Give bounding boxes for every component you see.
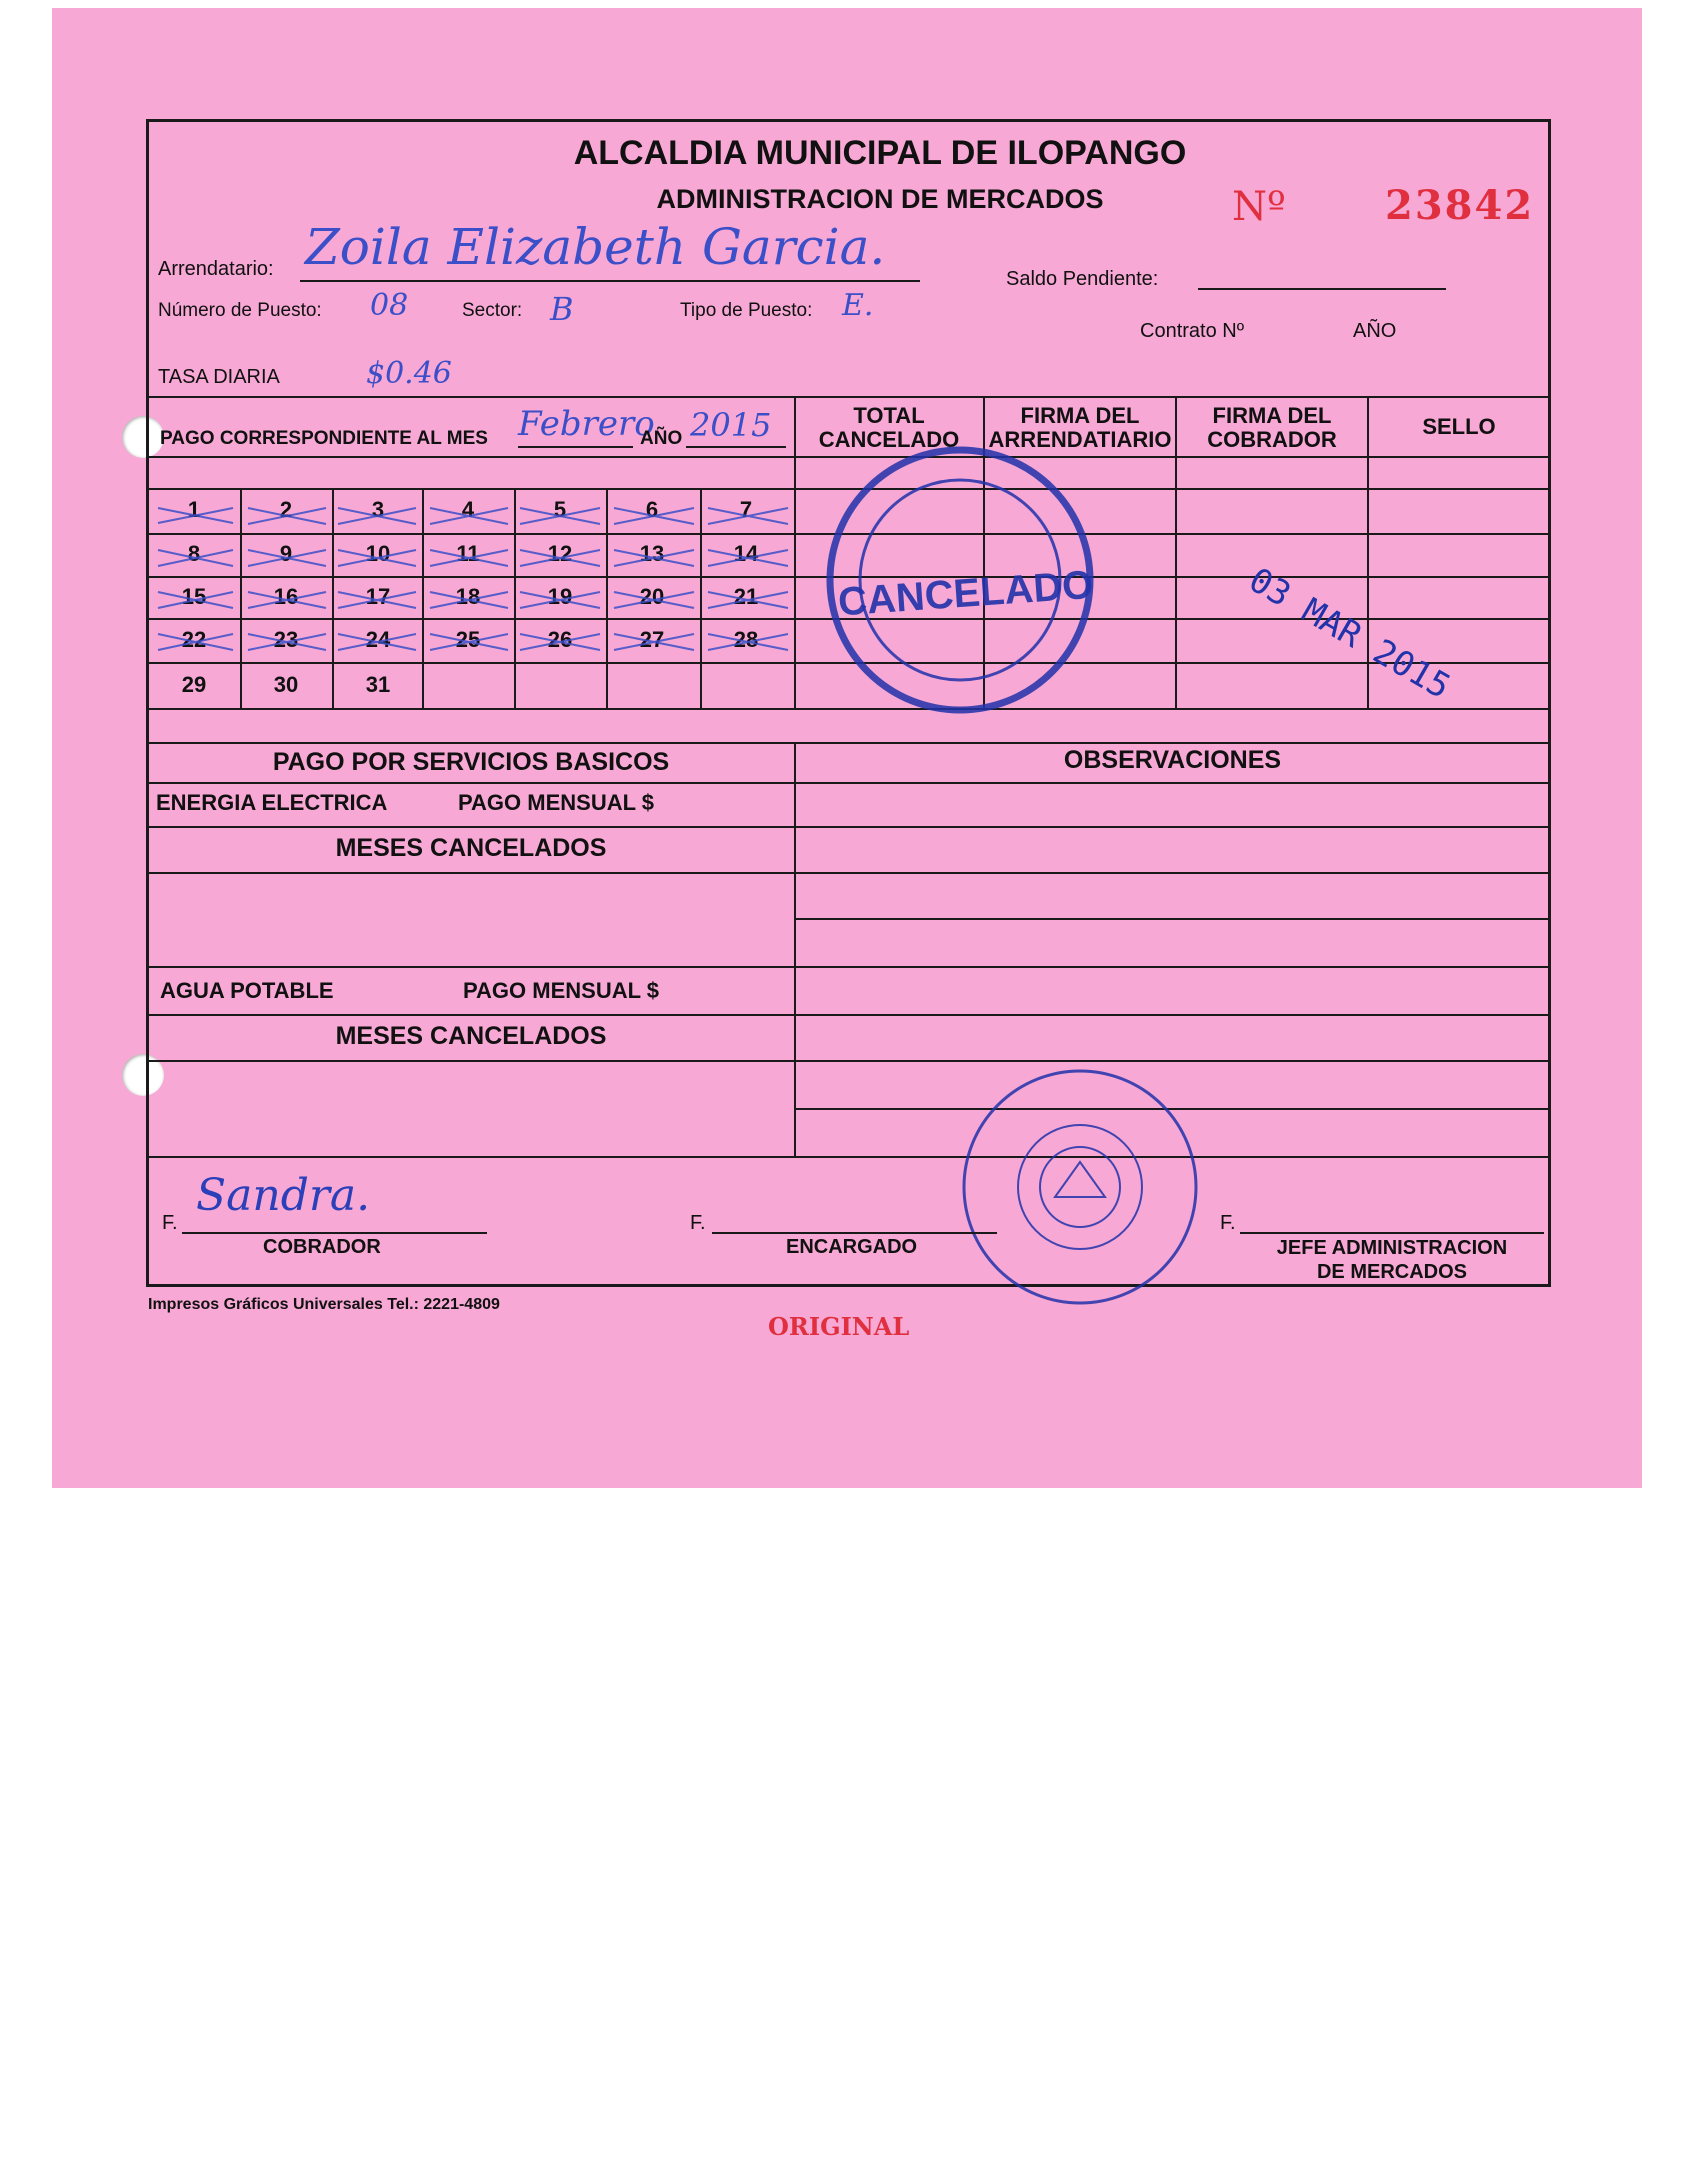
cobrador-label: COBRADOR <box>263 1236 381 1258</box>
sector-value: B <box>550 290 574 328</box>
day-3: 3 <box>371 497 385 522</box>
pago-mes-label: PAGO CORRESPONDIENTE AL MES <box>160 428 488 449</box>
day-22: 22 <box>181 627 207 652</box>
sello-label: SELLO <box>1422 414 1496 439</box>
energia-meses-label: MESES CANCELADOS <box>335 834 607 862</box>
pago-ano-value: 2015 <box>690 406 772 444</box>
day-13: 13 <box>639 541 665 566</box>
saldo-label: Saldo Pendiente: <box>1006 268 1159 290</box>
contrato-ano-label: AÑO <box>1353 320 1397 342</box>
energia-pago-label: PAGO MENSUAL $ <box>458 790 654 815</box>
services-line-3 <box>148 872 794 874</box>
pago-ano-label: AÑO <box>640 428 683 449</box>
pago-mes-value: Febrero <box>518 404 655 444</box>
arrendatario-label: Arrendatario: <box>158 258 274 280</box>
day-31: 31 <box>365 672 391 697</box>
tasa-value: $0.46 <box>366 356 452 391</box>
day-14: 14 <box>733 541 759 566</box>
ano-underline <box>686 446 786 448</box>
services-divider <box>794 742 796 1156</box>
day-crossouts <box>148 488 798 664</box>
contrato-label: Contrato Nº <box>1140 320 1245 342</box>
day-20: 20 <box>639 584 665 609</box>
encargado-label: ENCARGADO <box>786 1236 918 1258</box>
firma-arr-line-1: FIRMA DEL <box>1020 403 1140 428</box>
services-bottom-line <box>148 1156 1549 1158</box>
day-24: 24 <box>365 627 391 652</box>
printer-credit: Impresos Gráficos Universales Tel.: 2221-4809 <box>148 1296 500 1313</box>
mes-underline <box>518 446 633 448</box>
services-line-5 <box>148 1014 1549 1016</box>
jefe-sig-line <box>1240 1232 1544 1234</box>
day-29: 29 <box>181 672 207 697</box>
day-7: 7 <box>739 497 753 522</box>
original-mark: ORIGINAL <box>768 1312 910 1341</box>
day-12: 12 <box>547 541 573 566</box>
services-line-1 <box>148 782 1549 784</box>
tasa-label: TASA DIARIA <box>158 366 280 388</box>
firma-cobrador-label <box>1177 404 1367 452</box>
header-title: ALCALDIA MUNICIPAL DE ILOPANGO <box>573 134 1187 172</box>
agua-meses-label: MESES CANCELADOS <box>335 1022 607 1050</box>
table-top-line <box>148 396 1549 398</box>
day-10: 10 <box>365 541 391 566</box>
services-line-4 <box>148 966 1549 968</box>
tipo-value: E. <box>842 288 874 323</box>
obs-line-3 <box>794 872 1549 874</box>
receipt-number: 23842 <box>1385 182 1535 229</box>
sig-f2: F. <box>690 1212 706 1234</box>
day-18: 18 <box>455 584 481 609</box>
encargado-sig-line <box>712 1232 997 1234</box>
firma-arr-line-2: ARRENDATIARIO <box>988 427 1172 452</box>
arrendatario-value: Zoila Elizabeth Garcia. <box>305 218 886 276</box>
puesto-label: Número de Puesto: <box>158 300 322 321</box>
day-15: 15 <box>181 584 207 609</box>
header-subtitle: ADMINISTRACION DE MERCADOS <box>656 184 1104 214</box>
day-1: 1 <box>187 497 201 522</box>
day-23: 23 <box>273 627 299 652</box>
day-17: 17 <box>365 584 391 609</box>
cobrador-signature: Sandra. <box>196 1170 371 1221</box>
municipal-seal <box>955 1062 1205 1312</box>
day-21: 21 <box>733 584 759 609</box>
day-5: 5 <box>553 497 567 522</box>
sig-f3: F. <box>1220 1212 1236 1234</box>
total-line-2: CANCELADO <box>818 427 960 452</box>
cobrador-sig-line <box>182 1232 487 1234</box>
jefe-line-2: DE MERCADOS <box>1316 1261 1467 1283</box>
date-stamp: 03 MAR 2015 <box>1242 560 1458 708</box>
energia-label: ENERGIA ELECTRICA <box>156 790 388 815</box>
puesto-value: 08 <box>370 288 409 323</box>
services-line-6 <box>148 1060 1549 1062</box>
day-25: 25 <box>455 627 481 652</box>
services-title: PAGO POR SERVICIOS BASICOS <box>272 748 670 776</box>
agua-pago-label: PAGO MENSUAL $ <box>463 978 659 1003</box>
obs-line-4 <box>794 918 1549 920</box>
day-30: 30 <box>273 672 299 697</box>
arrendatario-underline <box>300 280 920 282</box>
firma-cob-line-2: COBRADOR <box>1207 427 1337 452</box>
day-9: 9 <box>279 541 293 566</box>
day-6: 6 <box>645 497 659 522</box>
day-16: 16 <box>273 584 299 609</box>
firma-cob-line-1: FIRMA DEL <box>1212 403 1332 428</box>
day-27: 27 <box>639 627 665 652</box>
day-26: 26 <box>547 627 573 652</box>
sig-f1: F. <box>162 1212 178 1234</box>
agua-label: AGUA POTABLE <box>160 978 334 1003</box>
day-2: 2 <box>279 497 293 522</box>
day-4: 4 <box>461 497 475 522</box>
total-line-1: TOTAL <box>853 403 925 428</box>
receipt-number-label: Nº <box>1232 184 1286 230</box>
services-top-line <box>148 742 1549 744</box>
services-line-2 <box>148 826 1549 828</box>
day-11: 11 <box>456 541 480 566</box>
tipo-label: Tipo de Puesto: <box>680 300 813 321</box>
jefe-label <box>1240 1236 1544 1284</box>
observaciones-title: OBSERVACIONES <box>1063 746 1282 774</box>
day-19: 19 <box>547 584 573 609</box>
cancelado-stamp-word: CANCELADO <box>836 562 1095 625</box>
saldo-underline <box>1198 288 1446 290</box>
jefe-line-1: JEFE ADMINISTRACION <box>1276 1237 1508 1259</box>
day-28: 28 <box>733 627 759 652</box>
day-8: 8 <box>187 541 201 566</box>
sector-label: Sector: <box>462 300 523 321</box>
